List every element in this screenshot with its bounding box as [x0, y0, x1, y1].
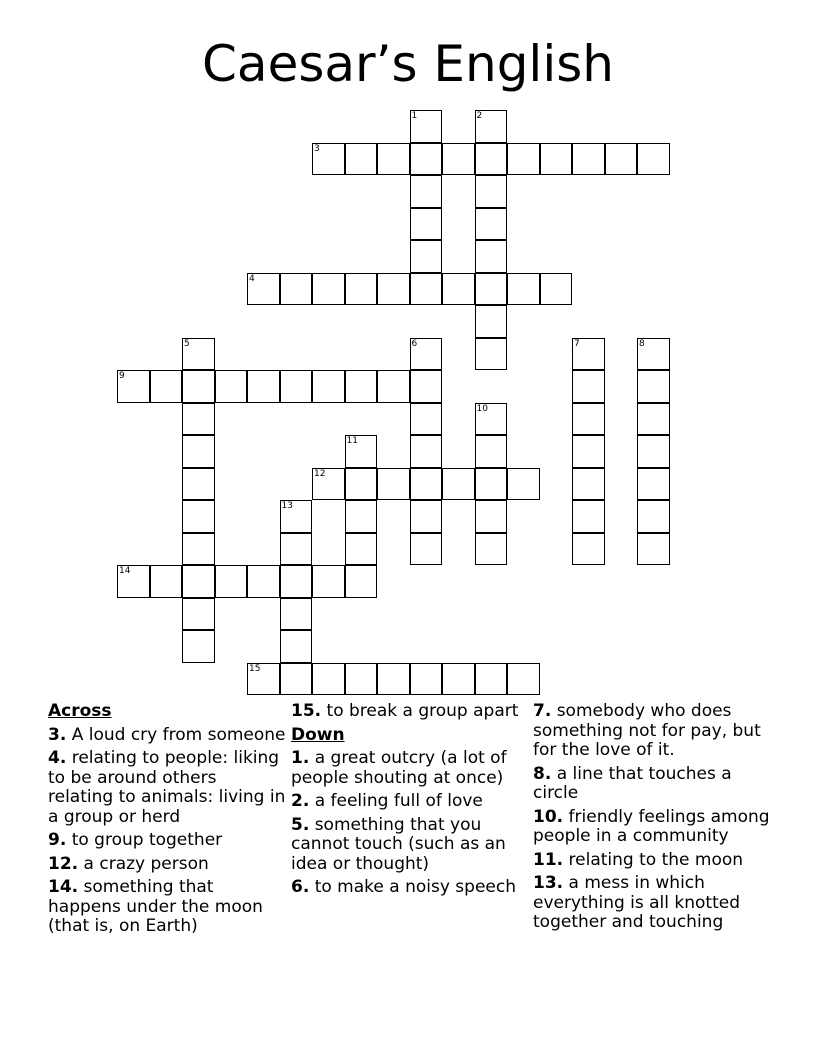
clue-text: a great outcry (a lot of people shouting at once)	[291, 748, 507, 788]
crossword-cell[interactable]	[637, 500, 670, 533]
cell-number: 14	[119, 566, 131, 576]
crossword-cell[interactable]	[345, 500, 378, 533]
clue-down-2	[291, 792, 529, 812]
cell-number: 13	[281, 501, 293, 511]
clue-text: A loud cry from someone	[71, 724, 286, 745]
crossword-cell[interactable]	[572, 533, 605, 566]
crossword-cell[interactable]	[410, 175, 443, 208]
crossword-cell[interactable]	[117, 565, 150, 598]
crossword-cell[interactable]	[475, 208, 508, 241]
crossword-cell[interactable]	[280, 663, 313, 696]
crossword-cell[interactable]	[280, 500, 313, 533]
crossword-cell[interactable]	[377, 273, 410, 306]
clue-number: 1.	[291, 748, 310, 768]
crossword-cell[interactable]	[475, 273, 508, 306]
crossword-cell[interactable]	[410, 143, 443, 176]
crossword-cell[interactable]	[507, 273, 540, 306]
crossword-cell[interactable]	[280, 273, 313, 306]
clue-number: 3.	[48, 724, 67, 745]
crossword-cell[interactable]	[377, 370, 410, 403]
crossword-cell[interactable]	[637, 143, 670, 176]
crossword-cell[interactable]	[182, 565, 215, 598]
crossword-cell[interactable]	[572, 338, 605, 371]
crossword-cell[interactable]	[247, 565, 280, 598]
crossword-cell[interactable]	[182, 403, 215, 436]
crossword-cell[interactable]	[637, 370, 670, 403]
down-heading: Down	[291, 724, 345, 745]
crossword-cell[interactable]	[507, 143, 540, 176]
crossword-cell[interactable]	[312, 565, 345, 598]
crossword-cell[interactable]	[182, 435, 215, 468]
clue-across-14	[48, 878, 286, 937]
crossword-cell[interactable]	[345, 370, 378, 403]
crossword-cell[interactable]	[475, 305, 508, 338]
cell-number: 3	[314, 143, 320, 154]
clue-text: relating to the moon	[568, 849, 744, 870]
clue-down-1	[291, 749, 529, 788]
clue-down-10	[533, 808, 771, 847]
clue-down-5	[291, 816, 529, 875]
clue-number: 4.	[48, 748, 67, 768]
clue-text: something that you cannot touch (such as an idea or thought)	[291, 814, 506, 874]
crossword-cell[interactable]	[182, 468, 215, 501]
cell-number: 12	[314, 468, 326, 479]
crossword-cell[interactable]	[247, 663, 280, 696]
crossword-cell[interactable]	[475, 533, 508, 566]
clue-down-7	[533, 702, 771, 761]
clue-column-3	[533, 702, 771, 937]
crossword-cell[interactable]	[312, 370, 345, 403]
crossword-cell[interactable]	[345, 663, 378, 696]
cell-number: 5	[184, 338, 190, 349]
cell-number: 2	[476, 111, 483, 121]
clue-text: a feeling full of love	[314, 791, 483, 811]
crossword-cell[interactable]	[280, 598, 313, 631]
clue-number: 13.	[533, 873, 564, 893]
crossword-cell[interactable]	[410, 533, 443, 566]
crossword-cell[interactable]	[215, 565, 248, 598]
crossword-cell[interactable]	[605, 143, 638, 176]
crossword-cell[interactable]	[637, 435, 670, 468]
crossword-cell[interactable]	[410, 435, 443, 468]
crossword-cell[interactable]	[442, 468, 475, 501]
crossword-cell[interactable]	[410, 370, 443, 403]
clue-column-2	[291, 702, 529, 902]
crossword-cell[interactable]	[182, 338, 215, 371]
cell-number: 6	[411, 338, 418, 349]
crossword-cell[interactable]	[475, 338, 508, 371]
crossword-cell[interactable]	[572, 500, 605, 533]
crossword-cell[interactable]	[475, 110, 508, 143]
clue-down-8	[533, 765, 771, 804]
crossword-cell[interactable]	[475, 468, 508, 501]
crossword-cell[interactable]	[247, 370, 280, 403]
crossword-cell[interactable]	[377, 663, 410, 696]
crossword-cell[interactable]	[637, 338, 670, 371]
cell-number: 8	[639, 338, 645, 349]
crossword-cell[interactable]	[637, 403, 670, 436]
cell-number: 11	[346, 436, 358, 446]
crossword-cell[interactable]	[247, 273, 280, 306]
crossword-cell[interactable]	[507, 663, 540, 696]
crossword-cell[interactable]	[540, 273, 573, 306]
clue-text: to group together	[71, 830, 223, 850]
crossword-cell[interactable]	[312, 468, 345, 501]
crossword-cell[interactable]	[345, 468, 378, 501]
clue-down-6	[291, 878, 529, 898]
clue-number: 2.	[291, 791, 310, 811]
crossword-cell[interactable]	[410, 468, 443, 501]
clue-down-11	[533, 851, 771, 871]
clue-text: to break a group apart	[326, 701, 519, 721]
crossword-cell[interactable]	[410, 338, 443, 371]
crossword-cell[interactable]	[345, 533, 378, 566]
cell-number: 10	[476, 403, 488, 414]
clue-text: a line that touches a circle	[533, 763, 732, 803]
clue-text: relating to people: liking to be around others relating to animals: living in a group or herd	[48, 748, 286, 827]
crossword-cell[interactable]	[312, 143, 345, 176]
crossword-cell[interactable]	[572, 143, 605, 176]
crossword-cell[interactable]	[410, 663, 443, 696]
crossword-cell[interactable]	[280, 630, 313, 663]
clue-number: 5.	[291, 814, 310, 835]
crossword-cell[interactable]	[637, 468, 670, 501]
crossword-cell[interactable]	[377, 468, 410, 501]
crossword-cell[interactable]	[475, 435, 508, 468]
clue-column-1	[48, 702, 286, 941]
crossword-cell[interactable]	[345, 273, 378, 306]
crossword-cell[interactable]	[280, 565, 313, 598]
crossword-cell[interactable]	[442, 143, 475, 176]
crossword-cell[interactable]	[475, 500, 508, 533]
crossword-cell[interactable]	[280, 370, 313, 403]
crossword-cell[interactable]	[117, 370, 150, 403]
clue-across-3	[48, 726, 286, 746]
crossword-cell[interactable]	[410, 403, 443, 436]
crossword-cell[interactable]	[345, 565, 378, 598]
crossword-cell[interactable]	[410, 240, 443, 273]
clue-across-9	[48, 831, 286, 851]
crossword-cell[interactable]	[312, 663, 345, 696]
clue-number: 9.	[48, 830, 67, 850]
across-heading: Across	[48, 701, 112, 721]
crossword-cell[interactable]	[345, 435, 378, 468]
clue-number: 15.	[291, 701, 322, 721]
crossword-cell[interactable]	[280, 533, 313, 566]
crossword-cell[interactable]	[572, 468, 605, 501]
clue-number: 14.	[48, 877, 79, 897]
cell-number: 7	[574, 338, 580, 349]
crossword-cell[interactable]	[540, 143, 573, 176]
crossword-cell[interactable]	[410, 208, 443, 241]
crossword-cell[interactable]	[507, 468, 540, 501]
crossword-cell[interactable]	[312, 273, 345, 306]
crossword-cell[interactable]	[215, 370, 248, 403]
clue-text: a crazy person	[83, 853, 209, 874]
clue-across-4	[48, 749, 286, 827]
clue-text: to make a noisy speech	[314, 877, 516, 897]
crossword-cell[interactable]	[410, 110, 443, 143]
clue-number: 12.	[48, 853, 79, 874]
crossword-cell[interactable]	[572, 403, 605, 436]
crossword-cell[interactable]	[442, 273, 475, 306]
clue-number: 11.	[533, 849, 564, 870]
clue-across-12	[48, 855, 286, 875]
clue-text: a mess in which everything is all knotted together and touching	[533, 873, 741, 932]
crossword-cell[interactable]	[182, 630, 215, 663]
clue-text: somebody who does something not for pay, but for the love of it.	[533, 701, 761, 760]
crossword-cell[interactable]	[475, 240, 508, 273]
clue-text: friendly feelings among people in a community	[533, 806, 770, 846]
crossword-cell[interactable]	[637, 533, 670, 566]
page-title: Caesar’s English	[202, 35, 614, 93]
crossword-cell[interactable]	[182, 370, 215, 403]
crossword-cell[interactable]	[475, 403, 508, 436]
clue-across-15	[291, 702, 529, 722]
crossword-cell[interactable]	[182, 533, 215, 566]
clue-text: something that happens under the moon (that is, on Earth)	[48, 877, 263, 936]
crossword-cell[interactable]	[475, 663, 508, 696]
crossword-cell[interactable]	[410, 500, 443, 533]
clue-number: 6.	[291, 877, 310, 897]
crossword-cell[interactable]	[410, 273, 443, 306]
crossword-cell[interactable]	[442, 663, 475, 696]
clue-number: 7.	[533, 701, 552, 721]
clue-number: 8.	[533, 763, 552, 784]
crossword-cell[interactable]	[345, 143, 378, 176]
clue-number: 10.	[533, 806, 564, 827]
crossword-cell[interactable]	[182, 598, 215, 631]
crossword-cell[interactable]	[150, 370, 183, 403]
crossword-cell[interactable]	[572, 370, 605, 403]
crossword-cell[interactable]	[572, 435, 605, 468]
cell-number: 1	[411, 111, 418, 121]
cell-number: 9	[119, 371, 125, 381]
crossword-cell[interactable]	[475, 175, 508, 208]
crossword-cell[interactable]	[150, 565, 183, 598]
cell-number: 15	[249, 663, 261, 674]
cell-number: 4	[249, 273, 255, 284]
crossword-cell[interactable]	[182, 500, 215, 533]
crossword-cell[interactable]	[377, 143, 410, 176]
clue-down-13	[533, 874, 771, 933]
crossword-cell[interactable]	[475, 143, 508, 176]
